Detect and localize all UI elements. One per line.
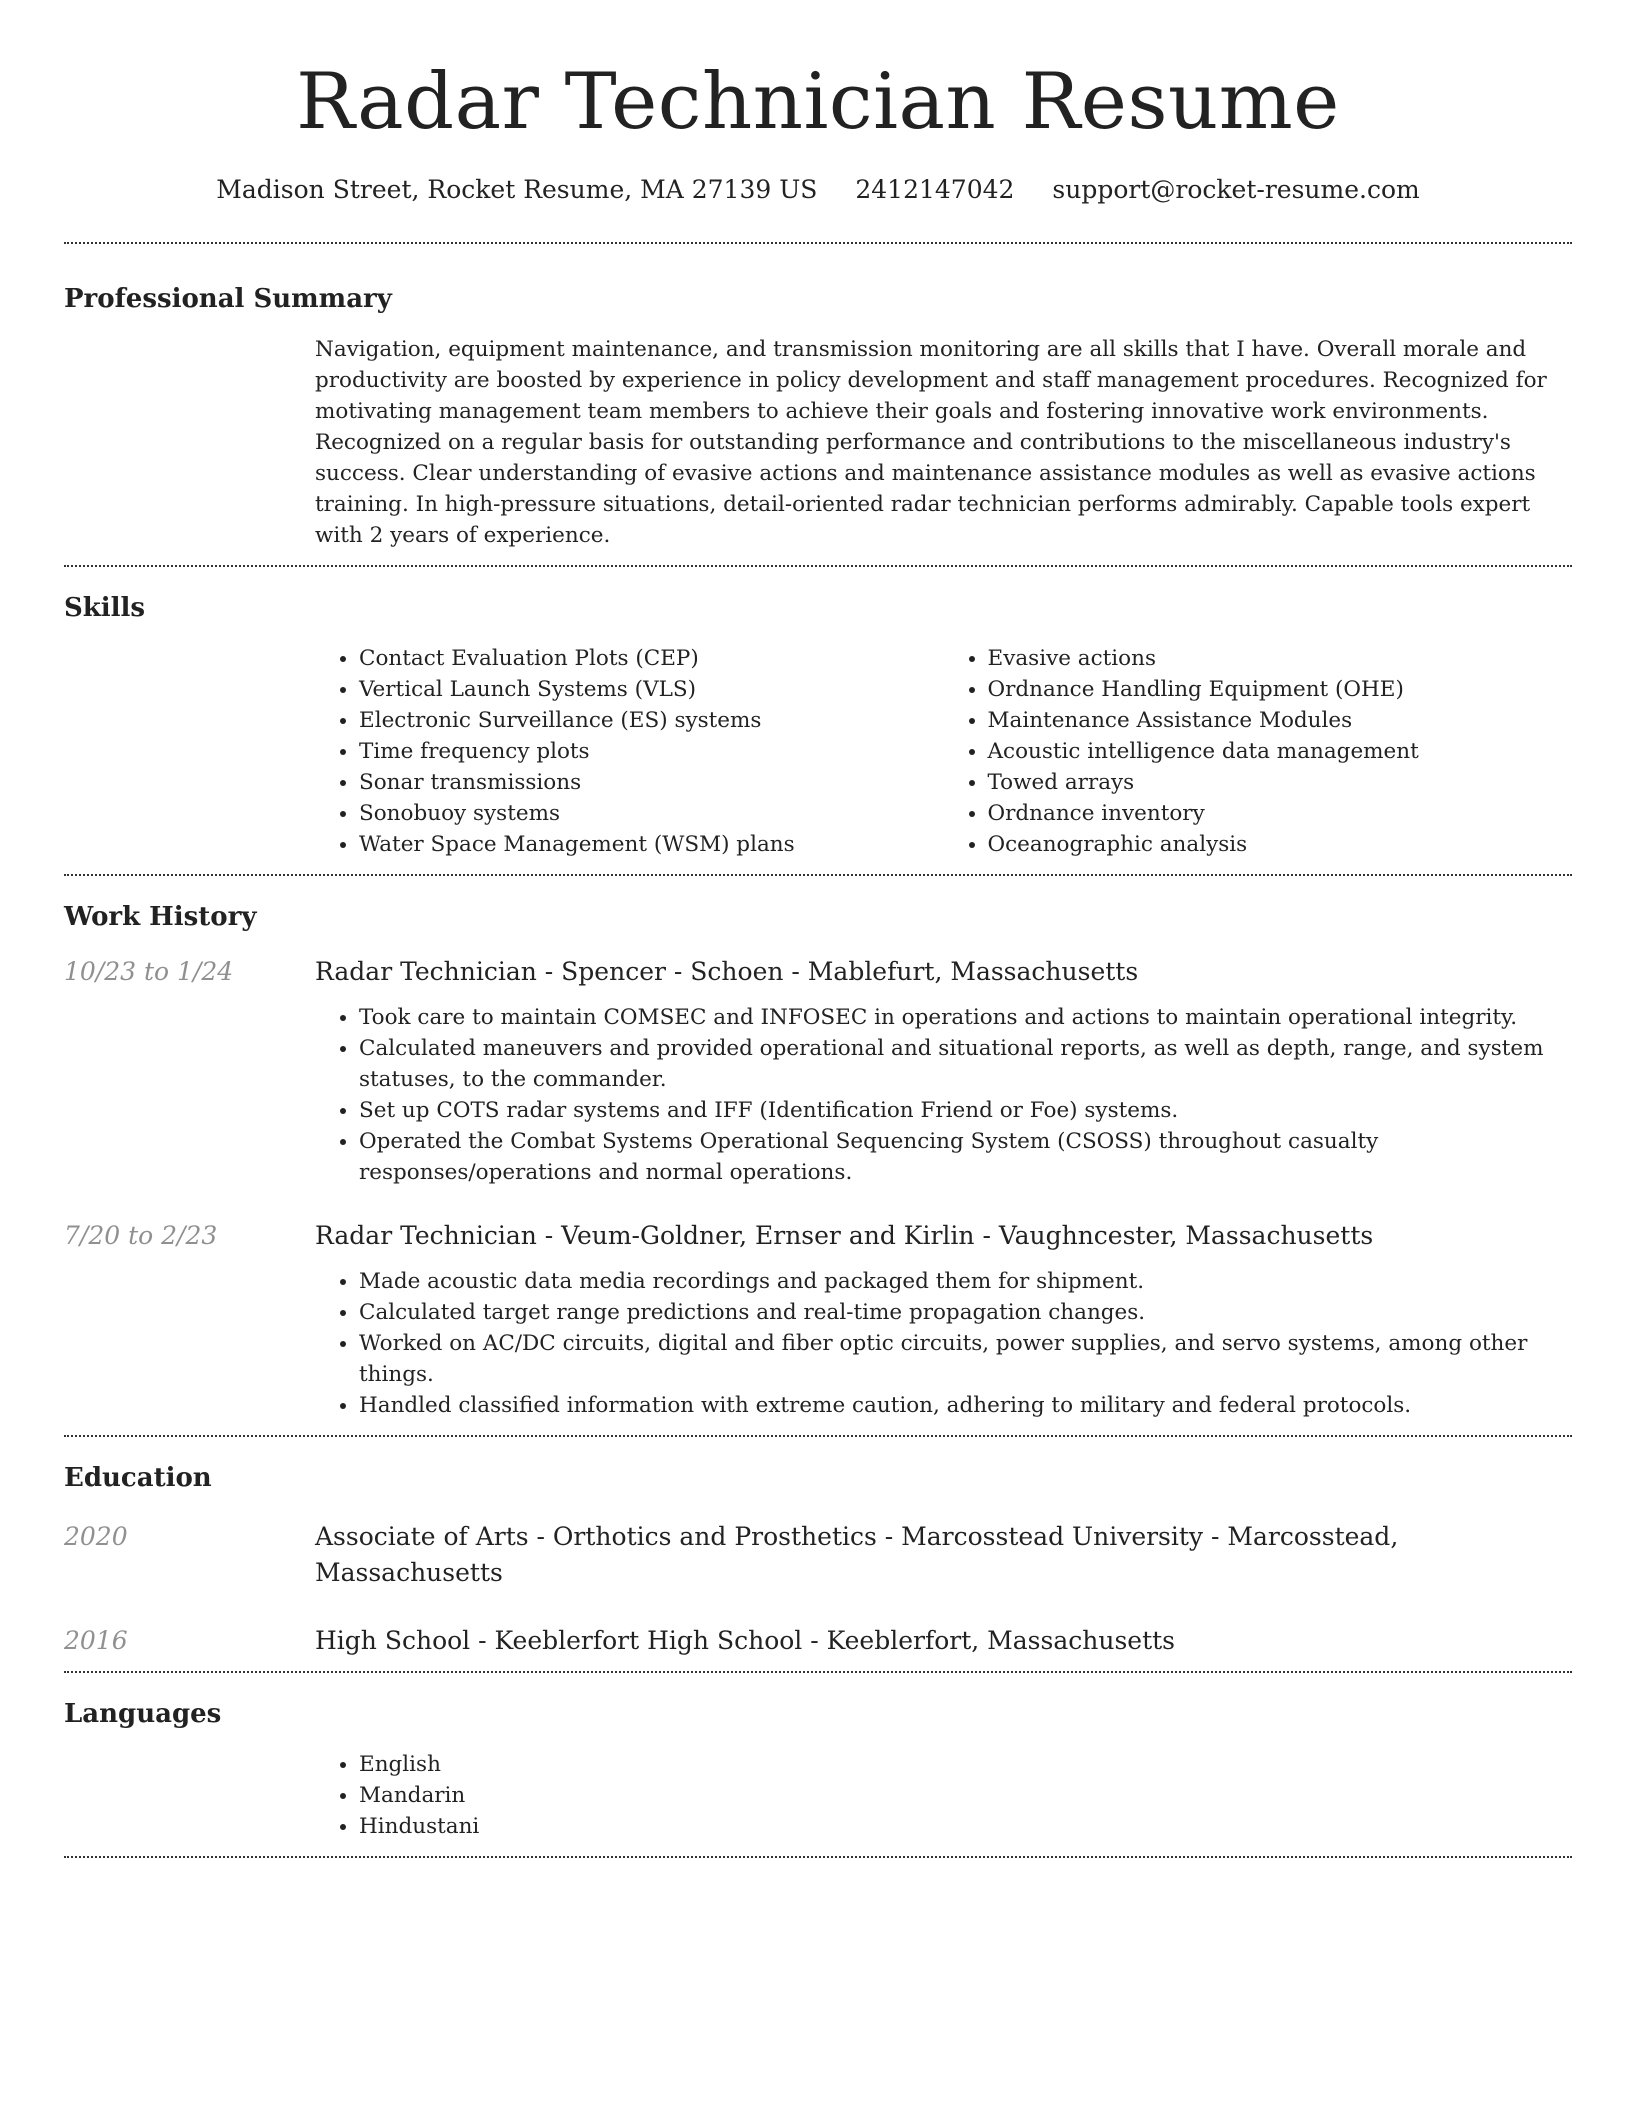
education-section <box>64 1437 1572 1671</box>
job-bullet: • Set up COTS radar systems and IFF (Identification Friend or Foe) systems. <box>359 1095 1572 1126</box>
skill-item: • Maintenance Assistance Modules <box>988 705 1573 736</box>
job-details <box>315 1218 1572 1421</box>
contact-address: Madison Street, Rocket Resume, MA 27139 US <box>216 175 818 204</box>
section-heading-work: Work History <box>64 902 257 932</box>
resume-page <box>64 0 1572 1858</box>
summary-text: Navigation, equipment maintenance, and transmission monitoring are all skills that I have. Overall morale and productivity are boosted by experience in policy development and staff management procedures. Recognized for motivating management team members to achieve their goals and fostering innovative work environments. Recognized on a regular basis for outstanding performance and contributions to the miscellaneous industry's success. Clear understanding of evasive actions and maintenance assistance modules as well as evasive actions training. In high-pressure situations, detail-oriented radar technician performs admirably. Capable tools expert with 2 years of experience. <box>315 337 1547 548</box>
education-year: 2020 <box>64 1522 128 1551</box>
contact-phone: 2412147042 <box>855 175 1015 204</box>
education-year: 2016 <box>64 1626 128 1655</box>
job-title: Radar Technician - Veum-Goldner, Ernser and Kirlin - Vaughncester, Massachusetts <box>315 1221 1374 1250</box>
section-divider <box>64 1856 1572 1858</box>
job-bullet: • Made acoustic data media recordings and packaged them for shipment. <box>359 1266 1572 1297</box>
skill-item: • Time frequency plots <box>359 736 944 767</box>
education-institution: - Keeblerfort High School - Keeblerfort, Massachusetts <box>470 1626 1175 1655</box>
education-details <box>315 1519 1572 1591</box>
education-degree: Associate of Arts <box>315 1522 529 1551</box>
job-bullets <box>315 1254 1572 1421</box>
languages-items <box>315 1749 1572 1842</box>
job-bullet: • Worked on AC/DC circuits, digital and fiber optic circuits, power supplies, and servo systems, among other things. <box>359 1328 1572 1390</box>
job-details <box>315 954 1572 1188</box>
education-entry <box>64 1591 1572 1671</box>
language-item: • Hindustani <box>359 1811 1572 1842</box>
skill-item: • Ordnance inventory <box>988 798 1573 829</box>
section-heading-languages: Languages <box>64 1699 222 1729</box>
contact-email: support@rocket-resume.com <box>1052 175 1420 204</box>
skill-item: • Vertical Launch Systems (VLS) <box>359 674 944 705</box>
skill-item: • Electronic Surveillance (ES) systems <box>359 705 944 736</box>
job-bullet: • Calculated target range predictions and real-time propagation changes. <box>359 1297 1572 1328</box>
language-item: • Mandarin <box>359 1780 1572 1811</box>
education-degree: High School <box>315 1626 471 1655</box>
skills-section <box>64 567 1572 874</box>
section-heading-education: Education <box>64 1463 212 1493</box>
job-dates: 10/23 to 1/24 <box>64 957 234 986</box>
skill-item: • Ordnance Handling Equipment (OHE) <box>988 674 1573 705</box>
languages-list <box>315 1731 1572 1856</box>
skills-grid <box>315 625 1572 874</box>
job-dates: 7/20 to 2/23 <box>64 1221 218 1250</box>
skill-item: • Sonobuoy systems <box>359 798 944 829</box>
job-bullets <box>315 990 1572 1188</box>
skill-item: • Evasive actions <box>988 643 1573 674</box>
education-entry <box>64 1495 1572 1591</box>
skill-item: • Sonar transmissions <box>359 767 944 798</box>
language-item: • English <box>359 1749 1572 1780</box>
job-title: Radar Technician - Spencer - Schoen - Mablefurt, Massachusetts <box>315 957 1139 986</box>
skill-item: • Water Space Management (WSM) plans <box>359 829 944 860</box>
section-heading-summary: Professional Summary <box>64 284 392 314</box>
skill-item: • Oceanographic analysis <box>988 829 1573 860</box>
languages-section <box>64 1673 1572 1856</box>
skill-item: • Acoustic intelligence data management <box>988 736 1573 767</box>
skill-item: • Towed arrays <box>988 767 1573 798</box>
summary-section <box>64 244 1572 565</box>
job-entry <box>64 1188 1572 1435</box>
skills-list-left <box>315 643 944 860</box>
skill-item: • Contact Evaluation Plots (CEP) <box>359 643 944 674</box>
section-heading-skills: Skills <box>64 593 146 623</box>
contact-line <box>64 172 1572 208</box>
work-history-section <box>64 876 1572 1435</box>
job-bullet: • Calculated maneuvers and provided operational and situational reports, as well as depth, range, and system statuses, to the commander. <box>359 1033 1572 1095</box>
job-bullet: • Operated the Combat Systems Operational Sequencing System (CSOSS) throughout casualty responses/operations and normal operations. <box>359 1126 1572 1188</box>
job-bullet: • Took care to maintain COMSEC and INFOSEC in operations and actions to maintain operational integrity. <box>359 1002 1572 1033</box>
resume-title: Radar Technician Resume <box>296 57 1340 147</box>
skills-list-right <box>944 643 1573 860</box>
job-entry <box>64 934 1572 1188</box>
education-details <box>315 1623 1175 1659</box>
education-institution: - Orthotics and Prosthetics - Marcosstead University - Marcosstead, Massachusetts <box>315 1522 1399 1587</box>
job-bullet: • Handled classified information with extreme caution, adhering to military and federal protocols. <box>359 1390 1572 1421</box>
